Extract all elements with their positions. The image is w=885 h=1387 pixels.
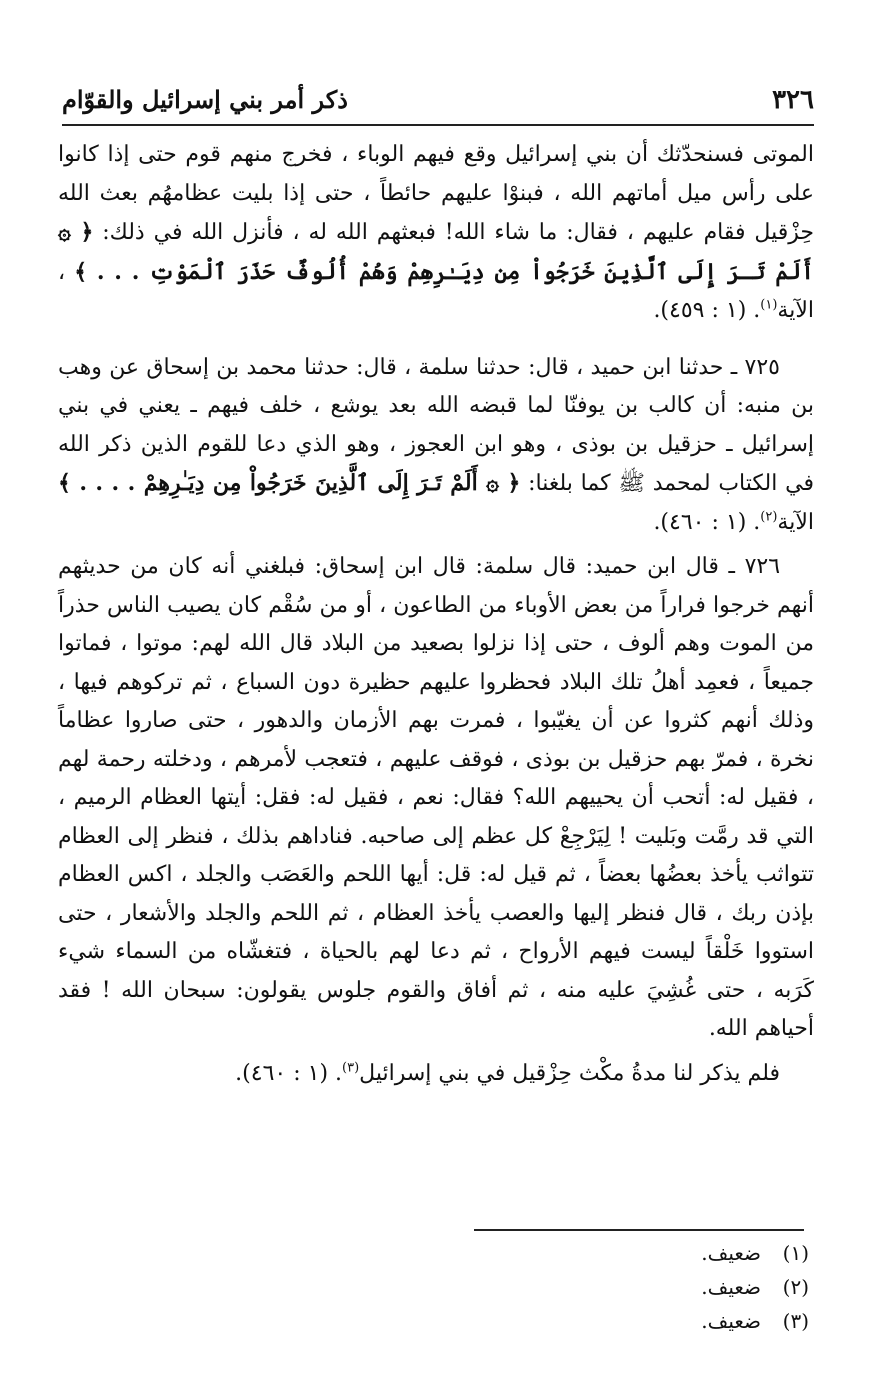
paragraph [58, 548, 814, 1049]
footnote-number: (٢) [782, 1275, 809, 1299]
quran-verse: ﴿ ۞ أَلَمْ تَـرَ إِلَى ٱلَّذِينَ خَرَجُواْ مِن دِيَـٰرِهِمْ وَهُمْ أُلُوفٌ حَذَرَ ٱلْمَوْتِ . . . ﴾ [58, 219, 814, 285]
footnote-marker: (٢) [760, 509, 778, 525]
page-number: ٣٢٦ [772, 85, 814, 115]
footnote [474, 1270, 809, 1304]
paragraph [58, 349, 814, 543]
text-run: ٧٢٥ ـ حدثنا ابن حميد ، قال: حدثنا سلمة ، قال: حدثنا محمد بن إسحاق عن وهب بن منبه: أن كالب بن يوفنّا لما قبضه الله بعد يوشع ، خلف فيهم ـ يعني في بني إسرائيل ـ حزقيل بن بوذى ، وهو ابن العجوز ، وهو الذي دعا للقوم الذين ذكر الله في الكتاب لمحمد ﷺ كما بلغنا: [58, 354, 814, 496]
page-header [62, 74, 814, 120]
paragraph [58, 1055, 814, 1094]
footnote-number: (٣) [782, 1309, 809, 1333]
footnote-divider [474, 1229, 804, 1231]
footnote [474, 1304, 809, 1338]
header-divider [62, 124, 814, 126]
text-run: الموتى فسنحدّثك أن بني إسرائيل وقع فيهم الوباء ، فخرج منهم قوم حتى إذا كانوا على رأس ميل أماتهم الله ، فبنوْا عليهم حائطاً ، حتى إذا بليت عظامهُم بعث الله حِزْقيل فقام عليهم ، فقال: ما شاء الله! فبعثهم الله له ، فأنزل الله في ذلك: [58, 142, 814, 245]
running-title: ذكر أمر بني إسرائيل والقوّام [62, 85, 348, 114]
footnote [474, 1236, 809, 1270]
text-run: الآية [777, 509, 814, 535]
text-run: ٧٢٦ ـ قال ابن حميد: قال سلمة: قال ابن إسحاق: فبلغني أنه كان من حديثهم أنهم خرجوا فراراً من بعض الأوباء من الطاعون ، أو من سُقْم كان يصيب الناس حذراً من الموت وهم ألوف ، حتى إذا نزلوا بصعيد من البلاد قال الله لهم: موتوا ، فماتوا جميعاً ، فعمِد أهلُ تلك البلاد فحظروا عليهم حظيرة دون السباع ، ثم تركوهم فيها ، وذلك أنهم كثروا عن أن يغيّبوا ، فمرت بهم الأزمان والدهور ، حتى صاروا عظاماً نخرة ، فمرّ بهم حزقيل بن بوذى ، فوقف عليهم ، فتعجب لأمرهم ، ودخلته رحمة لهم ، فقيل له: أتحب أن يحييهم الله؟ فقال: نعم ، فقيل له: فقل: أيتها العظام الرميم ، التي قد رمَّت وبَليت ! لِيَرْجِعْ كل عظم إلى صاحبه. فناداهم بذلك ، فنظر إلى العظام تتواثب يأخذ بعضُها بعضاً ، ثم قيل له: قل: أيها اللحم والعَصَب والجلد ، اكس العظام بإذن ربك ، قال فنظر إليها والعصب يأخذ العظام ، ثم اللحم والجلد والأشعار ، حتى استووا خَلْقاً ليست فيهم الأرواح ، ثم دعا لهم بالحياة ، فتغشّاه من السماء شيء كَرَبه ، حتى غُشِيَ عليه منه ، ثم أفاق والقوم جلوس يقولون: سبحان الله ! فقد أحياهم الله. [58, 554, 814, 1041]
text-run: . (١ : ٤٥٩). [653, 298, 761, 323]
footnote-text: ضعيف. [701, 1309, 761, 1333]
main-text [58, 136, 814, 1093]
footnote-marker: (٣) [342, 1060, 360, 1076]
text-run: ، الآية [58, 259, 814, 323]
text-run: . (١ : ٤٦٠). [235, 1060, 343, 1086]
paragraph [58, 136, 814, 331]
footnote-text: ضعيف. [701, 1275, 761, 1299]
footnote-number: (١) [782, 1241, 809, 1265]
text-run: . (١ : ٤٦٠). [653, 509, 761, 535]
footnotes [474, 1236, 809, 1338]
quran-verse: ﴿ ۞ أَلَمْ تَـرَ إِلَى ٱلَّذِينَ خَرَجُواْ مِن دِيَـٰرِهِمْ . . . . ﴾ [58, 470, 521, 496]
footnote-marker: (١) [760, 297, 778, 313]
footnote-text: ضعيف. [701, 1241, 761, 1265]
text-run: فلم يذكر لنا مدةُ مكْث حِزْقيل في بني إسرائيل [359, 1060, 780, 1086]
